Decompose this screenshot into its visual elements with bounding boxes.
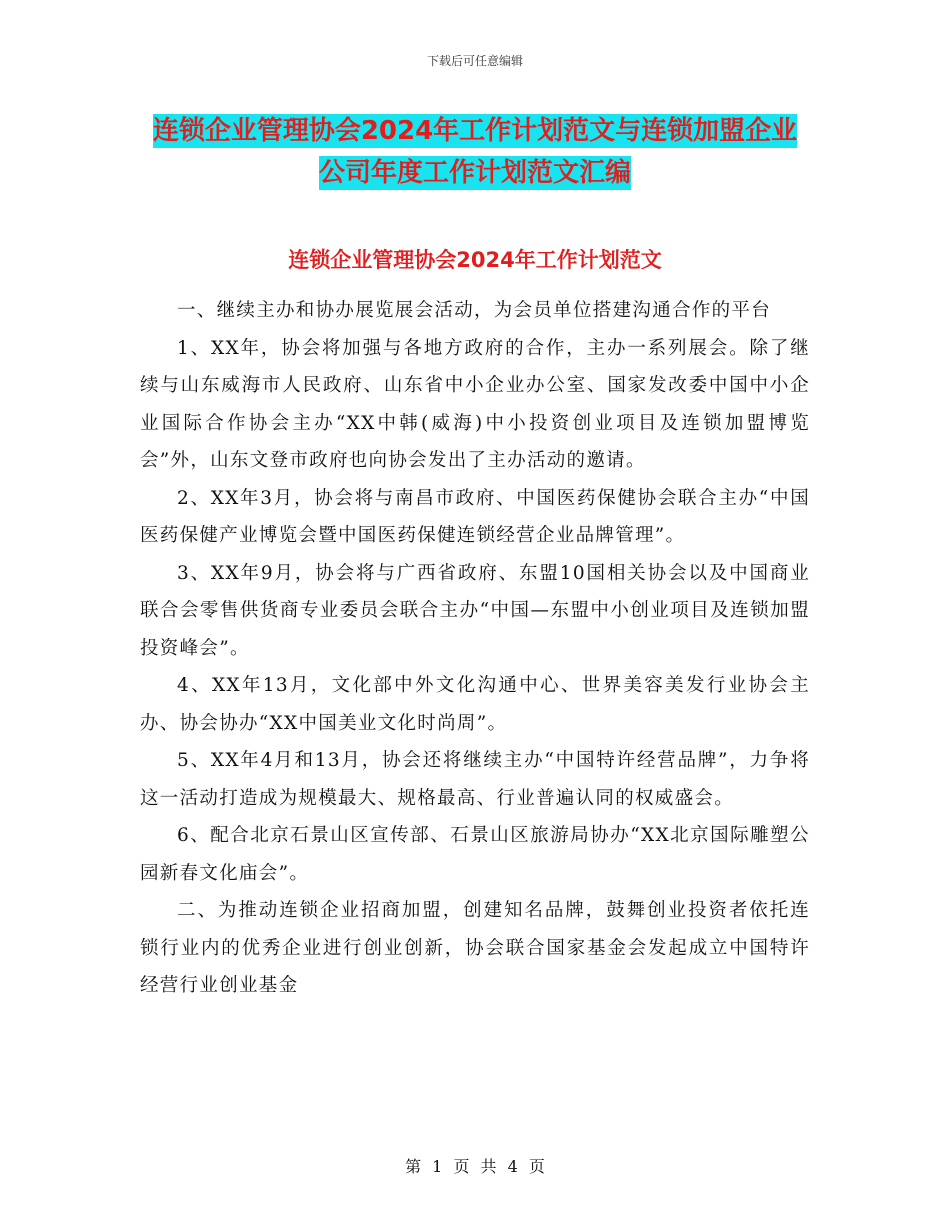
paragraph-item-2: 2、XX年3月，协会将与南昌市政府、中国医药保健协会联合主办“中国医药保健产业博览会暨中国医药保健连锁经营企业品牌管理”。 (140, 487, 810, 546)
paragraph-item-6: 6、配合北京石景山区宣传部、石景山区旅游局协办“XX北京国际雕塑公园新春文化庙会”。 (140, 825, 810, 884)
document-body (140, 292, 810, 1005)
paragraph-item-3: 3、XX年9月，协会将与广西省政府、东盟10国相关协会以及中国商业联合会零售供货商专业委员会联合主办“中国—东盟中小创业项目及连锁加盟投资峰会”。 (140, 562, 810, 659)
paragraph-item-5: 5、XX年4月和13月，协会还将继续主办“中国特许经营品牌”，力争将这一活动打造成为规模最大、规格最高、行业普遍认同的权威盛会。 (140, 750, 810, 809)
paragraph-section-1-heading: 一、继续主办和协办展览展会活动，为会员单位搭建沟通合作的平台 (177, 300, 772, 321)
paragraph-item-4: 4、XX年13月，文化部中外文化沟通中心、世界美容美发行业协会主办、协会协办“XX中国美业文化时尚周”。 (140, 675, 810, 734)
page-footer: 第 1 页 共 4 页 (405, 1157, 545, 1176)
section-title: 连锁企业管理协会2024年工作计划范文 (288, 248, 662, 272)
document-title (140, 110, 810, 194)
header-note: 下载后可任意编辑 (426, 54, 523, 68)
title-highlight: 连锁企业管理协会2024年工作计划范文与连锁加盟企业公司年度工作计划范文汇编 (152, 116, 798, 188)
paragraph-item-1: 1、XX年，协会将加强与各地方政府的合作，主办一系列展会。除了继续与山东威海市人民政府、山东省中小企业办公室、国家发改委中国中小企业国际合作协会主办“XX中韩(威海)中小投资创业项目及连锁加盟博览会”外，山东文登市政府也向协会发出了主办活动的邀请。 (140, 337, 810, 471)
paragraph-section-2-heading: 二、为推动连锁企业招商加盟，创建知名品牌，鼓舞创业投资者依托连锁行业内的优秀企业进行创业创新，协会联合国家基金会发起成立中国特许经营行业创业基金 (140, 900, 810, 996)
